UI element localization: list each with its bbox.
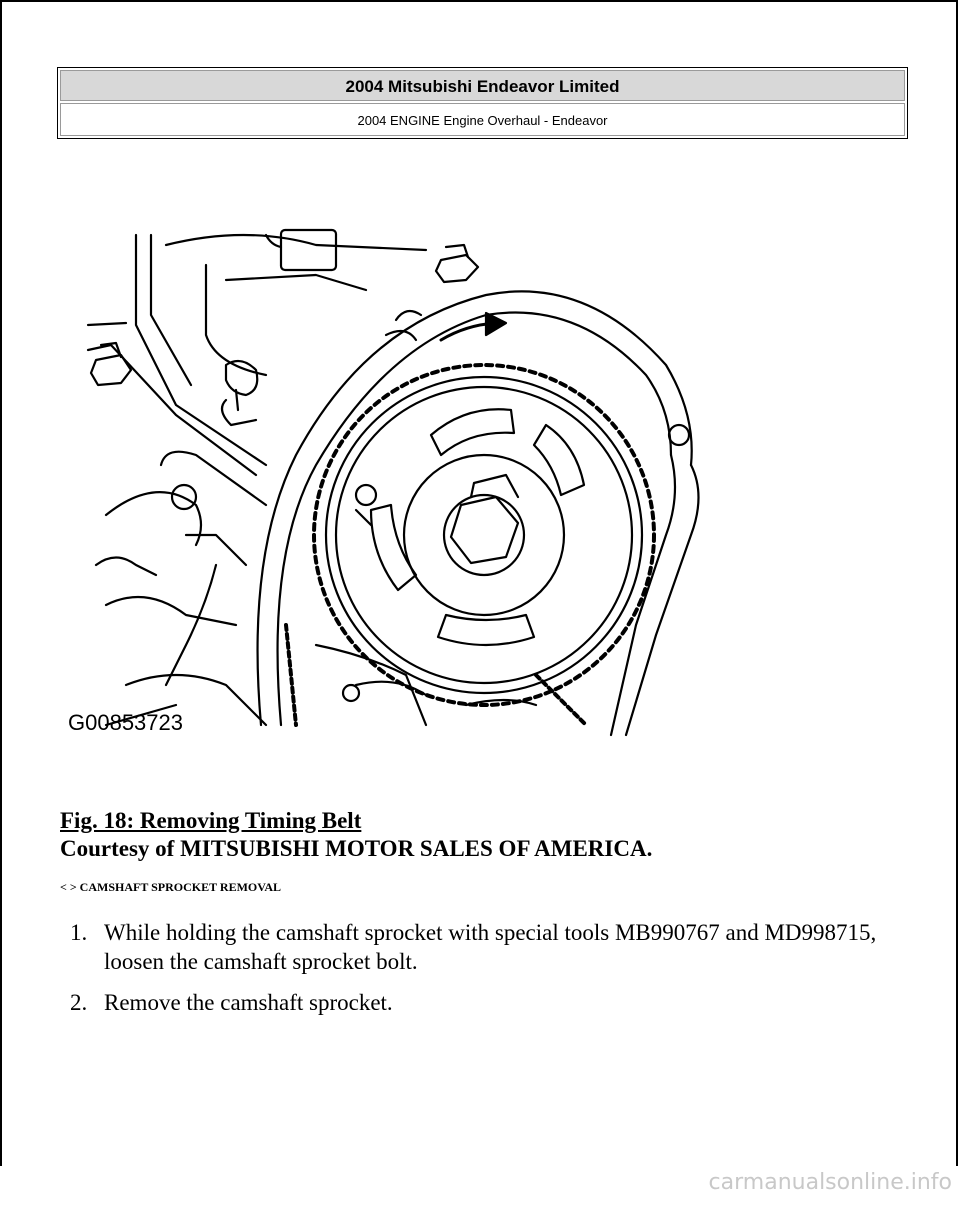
vehicle-title: 2004 Mitsubishi Endeavor Limited <box>60 70 905 101</box>
list-item <box>60 988 900 1017</box>
document-subtitle: 2004 ENGINE Engine Overhaul - Endeavor <box>60 103 905 136</box>
timing-belt-illustration <box>66 205 706 750</box>
site-watermark: carmanualsonline.info <box>708 1170 952 1195</box>
figure-credit: Courtesy of MITSUBISHI MOTOR SALES OF AMERICA. <box>60 836 653 861</box>
section-heading: < > CAMSHAFT SPROCKET REMOVAL <box>60 880 282 894</box>
figure-title-link[interactable]: Fig. 18: Removing Timing Belt <box>60 808 362 833</box>
illustration-svg <box>66 205 706 750</box>
list-item <box>60 918 900 976</box>
step-number: 2. <box>70 990 88 1015</box>
figure-code-label: G00853723 <box>68 710 183 735</box>
step-text: While holding the camshaft sprocket with special tools MB990767 and MD998715, loosen the camshaft sprocket bolt. <box>104 920 877 974</box>
step-text: Remove the camshaft sprocket. <box>104 990 393 1015</box>
figure-caption <box>60 807 652 863</box>
document-header <box>57 67 908 139</box>
step-number: 1. <box>70 920 88 945</box>
procedure-steps <box>60 918 900 1029</box>
